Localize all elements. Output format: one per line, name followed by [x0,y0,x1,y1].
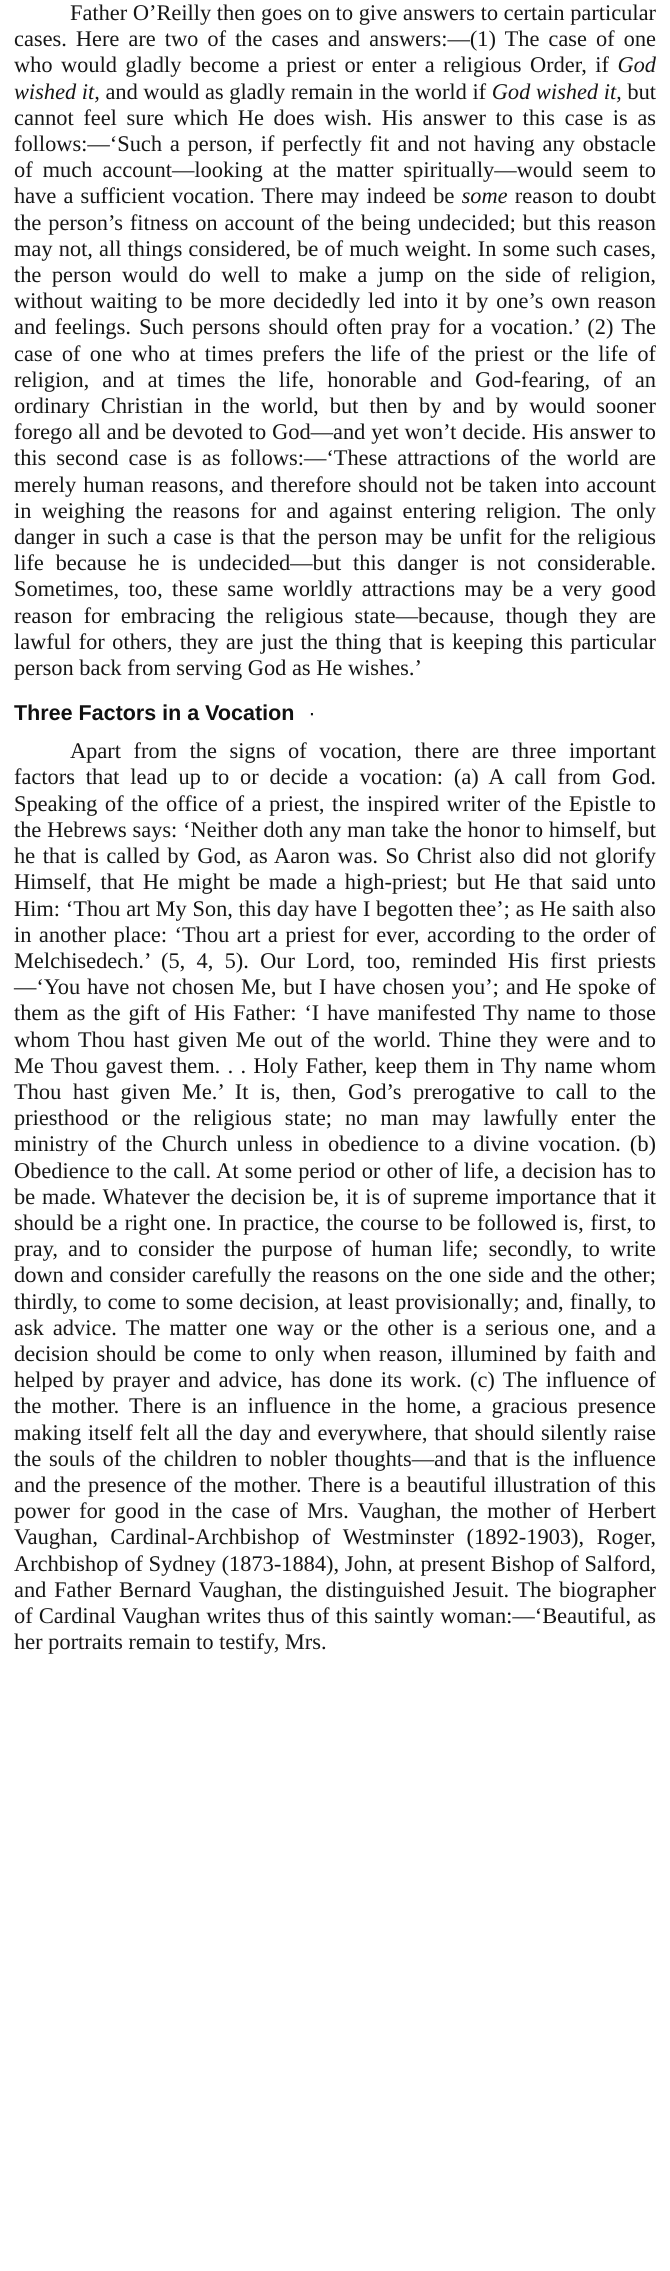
intro-text-3: but cannot feel sure which He does wish. His answer to this case is as follows:—‘Such a person, if perfectly fit and not having any obstacle of much account—looking at the matter spiritually—would seem to have a sufficient vocation. There may indeed be [14,78,657,209]
intro-text-2: and would as gladly remain in the world if [99,78,492,104]
article-column [14,0,656,1655]
factors-paragraph: Apart from the signs of vocation, there are three important factors that lead up to or decide a vocation: (a) A call from God. Speaking of the office of a priest, the inspired writer of the Epistle to the Hebrews says: ‘Neither doth any man take the honor to himself, but he that is called by God, as Aaron was. So Christ also did not glorify Himself, that He might be made a high-priest; but He that said unto Him: ‘Thou art My Son, this day have I begotten thee’; as He saith also in another place: ‘Thou art a priest for ever, according to the order of Melchisedech.’ (5, 4, 5). Our Lord, too, reminded His first priests—‘You have not chosen Me, but I have chosen you’; and He spoke of them as the gift of His Father: ‘I have manifested Thy name to those whom Thou hast given Me out of the world. Thine they were and to Me Thou gavest them. . . Holy Father, keep them in Thy name whom Thou hast given Me.’ It is, then, God’s prerogative to call to the priesthood or the religious state; no man may lawfully enter the ministry of the Church unless in obedience to a divine vocation. (b) Obedience to the call. At some period or other of life, a decision has to be made. Whatever the decision be, it is of supreme importance that it should be a right one. In practice, the course to be followed is, first, to pray, and to consider the purpose of human life; secondly, to write down and consider carefully the reasons on the one side and the other; thirdly, to come to some decision, at least provisionally; and, finally, to ask advice. The matter one way or the other is a serious one, and a decision should be come to only when reason, illumined by faith and helped by prayer and advice, has done its work. (c) The influence of the mother. There is an influence in the home, a gracious presence making itself felt all the day and everywhere, that should silently raise the souls of the children to nobler thoughts—and that is the influence and the presence of the mother. There is a beautiful illustration of this power for good in the case of Mrs. Vaughan, the mother of Herbert Vaughan, Cardinal-Archbishop of Westminster (1892-1903), Roger, Archbishop of Sydney (1873-1884), John, at present Bishop of Salford, and Father Bernard Vaughan, the distinguished Jesuit. The biographer of Cardinal Vaughan writes thus of this saintly woman:—‘Beautiful, as her portraits remain to testify, Mrs. [14,738,656,1655]
section-heading-mark: · [308,701,316,726]
intro-emphasis-3: some [461,183,508,209]
section-heading-text: Three Factors in a Vocation [14,701,295,726]
intro-paragraph [14,0,656,681]
section-heading [14,699,656,727]
intro-text-1: Father O’Reilly then goes on to give answers to certain particular cases. Here are two of the cases and answers:—(1) The case of one who would gladly become a priest or enter a religious Order, if [14,0,656,78]
intro-emphasis-1: God wished it, [14,52,656,104]
intro-emphasis-2: God wished it, [491,78,622,104]
intro-text-4: reason to doubt the person’s fitness on account of the being undecided; but this reason may not, all things considered, be of much weight. In some such cases, the person would do well to make a jump on the side of religion, without waiting to be more decidedly led into it by one’s own reason and feelings. Such persons should often pray for a vocation.’ (2) The case of one who at times prefers the life of the priest or the life of religion, and at times the life, honorable and God-fearing, of an ordinary Christian in the world, but then by and by would sooner forego all and be devoted to God—and yet won’t decide. His answer to this second case is as follows:—‘These attractions of the world are merely human reasons, and therefore should not be taken into account in weighing the reasons for and against entering religion. The only danger in such a case is that the person may be unfit for the religious life because he is undecided—but this danger is not considerable. Sometimes, too, these same worldly attractions may be a very good reason for embracing the religious state—because, though they are lawful for others, they are just the thing that is keeping this particular person back from serving God as He wishes.’ [14,183,656,681]
